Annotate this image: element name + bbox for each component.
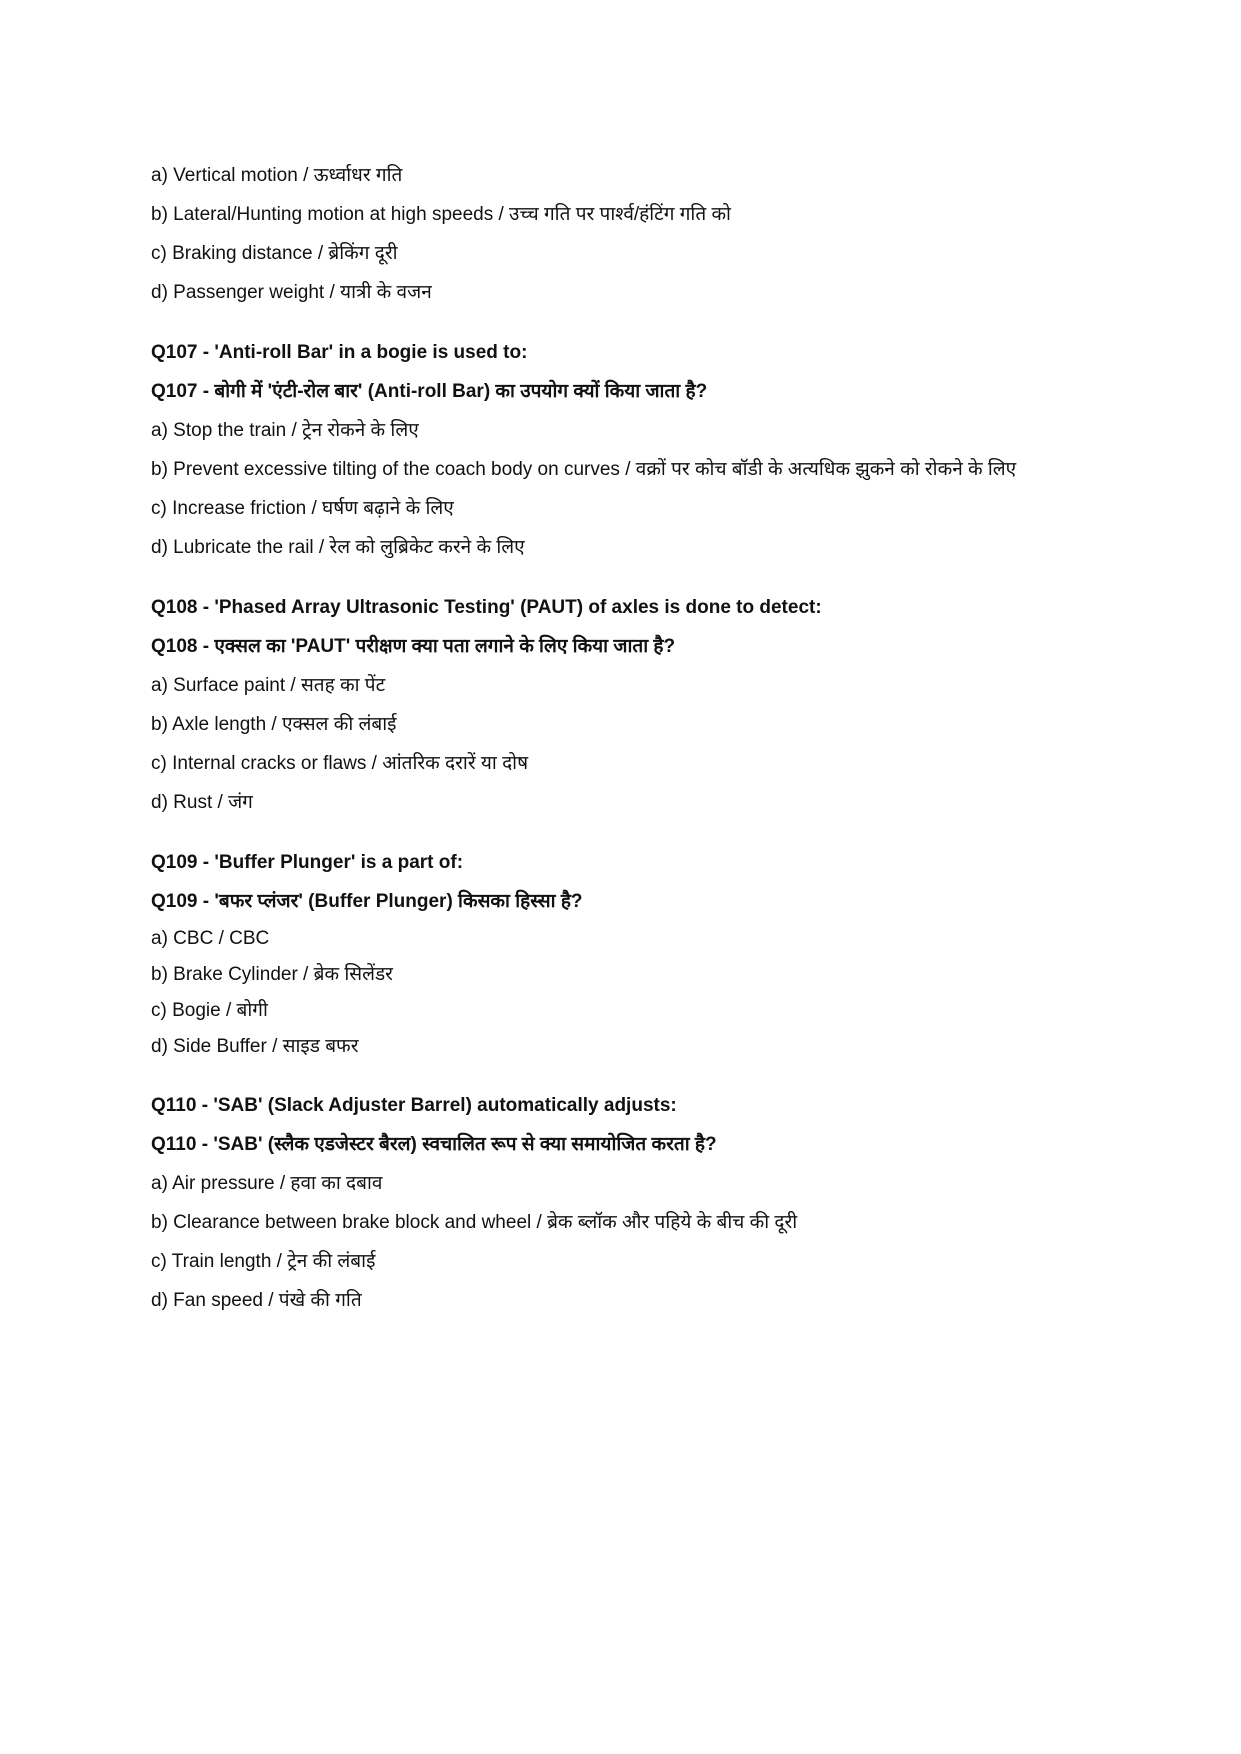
option-a: a) Surface paint / सतह का पेंट — [151, 675, 386, 696]
question-english: Q107 - 'Anti-roll Bar' in a bogie is used to: — [151, 342, 528, 363]
question-english: Q110 - 'SAB' (Slack Adjuster Barrel) automatically adjusts: — [151, 1095, 677, 1116]
option-d: d) Fan speed / पंखे की गति — [151, 1290, 362, 1311]
question-hindi: Q109 - 'बफर प्लंजर' (Buffer Plunger) किसका हिस्सा है? — [151, 891, 583, 912]
option-d: d) Lubricate the rail / रेल को लुब्रिकेट करने के लिए — [151, 537, 525, 558]
option-a: a) Stop the train / ट्रेन रोकने के लिए — [151, 420, 419, 441]
question-hindi: Q107 - बोगी में 'एंटी-रोल बार' (Anti-roll Bar) का उपयोग क्यों किया जाता है? — [151, 381, 708, 402]
question-hindi: Q108 - एक्सल का 'PAUT' परीक्षण क्या पता लगाने के लिए किया जाता है? — [151, 636, 676, 657]
option-c: c) Internal cracks or flaws / आंतरिक दरारें या दोष — [151, 753, 529, 774]
option-a: a) Air pressure / हवा का दबाव — [151, 1173, 383, 1194]
option-b: b) Lateral/Hunting motion at high speeds / उच्च गति पर पार्श्व/हंटिंग गति को — [151, 204, 731, 225]
question-english: Q108 - 'Phased Array Ultrasonic Testing' (PAUT) of axles is done to detect: — [151, 597, 822, 618]
option-b: b) Axle length / एक्सल की लंबाई — [151, 714, 397, 735]
option-c: c) Braking distance / ब्रेकिंग दूरी — [151, 243, 398, 264]
option-c: c) Train length / ट्रेन की लंबाई — [151, 1251, 376, 1272]
document-page — [151, 156, 1101, 1320]
question-english: Q109 - 'Buffer Plunger' is a part of: — [151, 852, 464, 873]
question-108 — [151, 588, 1101, 822]
option-a: a) CBC / CBC — [151, 928, 270, 949]
option-b: b) Clearance between brake block and wheel / ब्रेक ब्लॉक और पहिये के बीच की दूरी — [151, 1212, 798, 1233]
option-b: b) Brake Cylinder / ब्रेक सिलेंडर — [151, 964, 393, 985]
question-hindi: Q110 - 'SAB' (स्लैक एडजेस्टर बैरल) स्वचालित रूप से क्या समायोजित करता है? — [151, 1134, 717, 1155]
previous-question-options — [151, 156, 1101, 312]
question-110 — [151, 1086, 1101, 1320]
question-109 — [151, 843, 1101, 1065]
option-c: c) Increase friction / घर्षण बढ़ाने के लिए — [151, 498, 454, 519]
option-d: d) Rust / जंग — [151, 792, 253, 813]
option-d: d) Passenger weight / यात्री के वजन — [151, 282, 432, 303]
option-b: b) Prevent excessive tilting of the coach body on curves / वक्रों पर कोच बॉडी के अत्यधिक झुकने को रोकने के लिए — [151, 459, 1017, 480]
option-c: c) Bogie / बोगी — [151, 1000, 268, 1021]
option-d: d) Side Buffer / साइड बफर — [151, 1036, 359, 1057]
option-a: a) Vertical motion / ऊर्ध्वाधर गति — [151, 165, 403, 186]
question-107 — [151, 333, 1101, 567]
